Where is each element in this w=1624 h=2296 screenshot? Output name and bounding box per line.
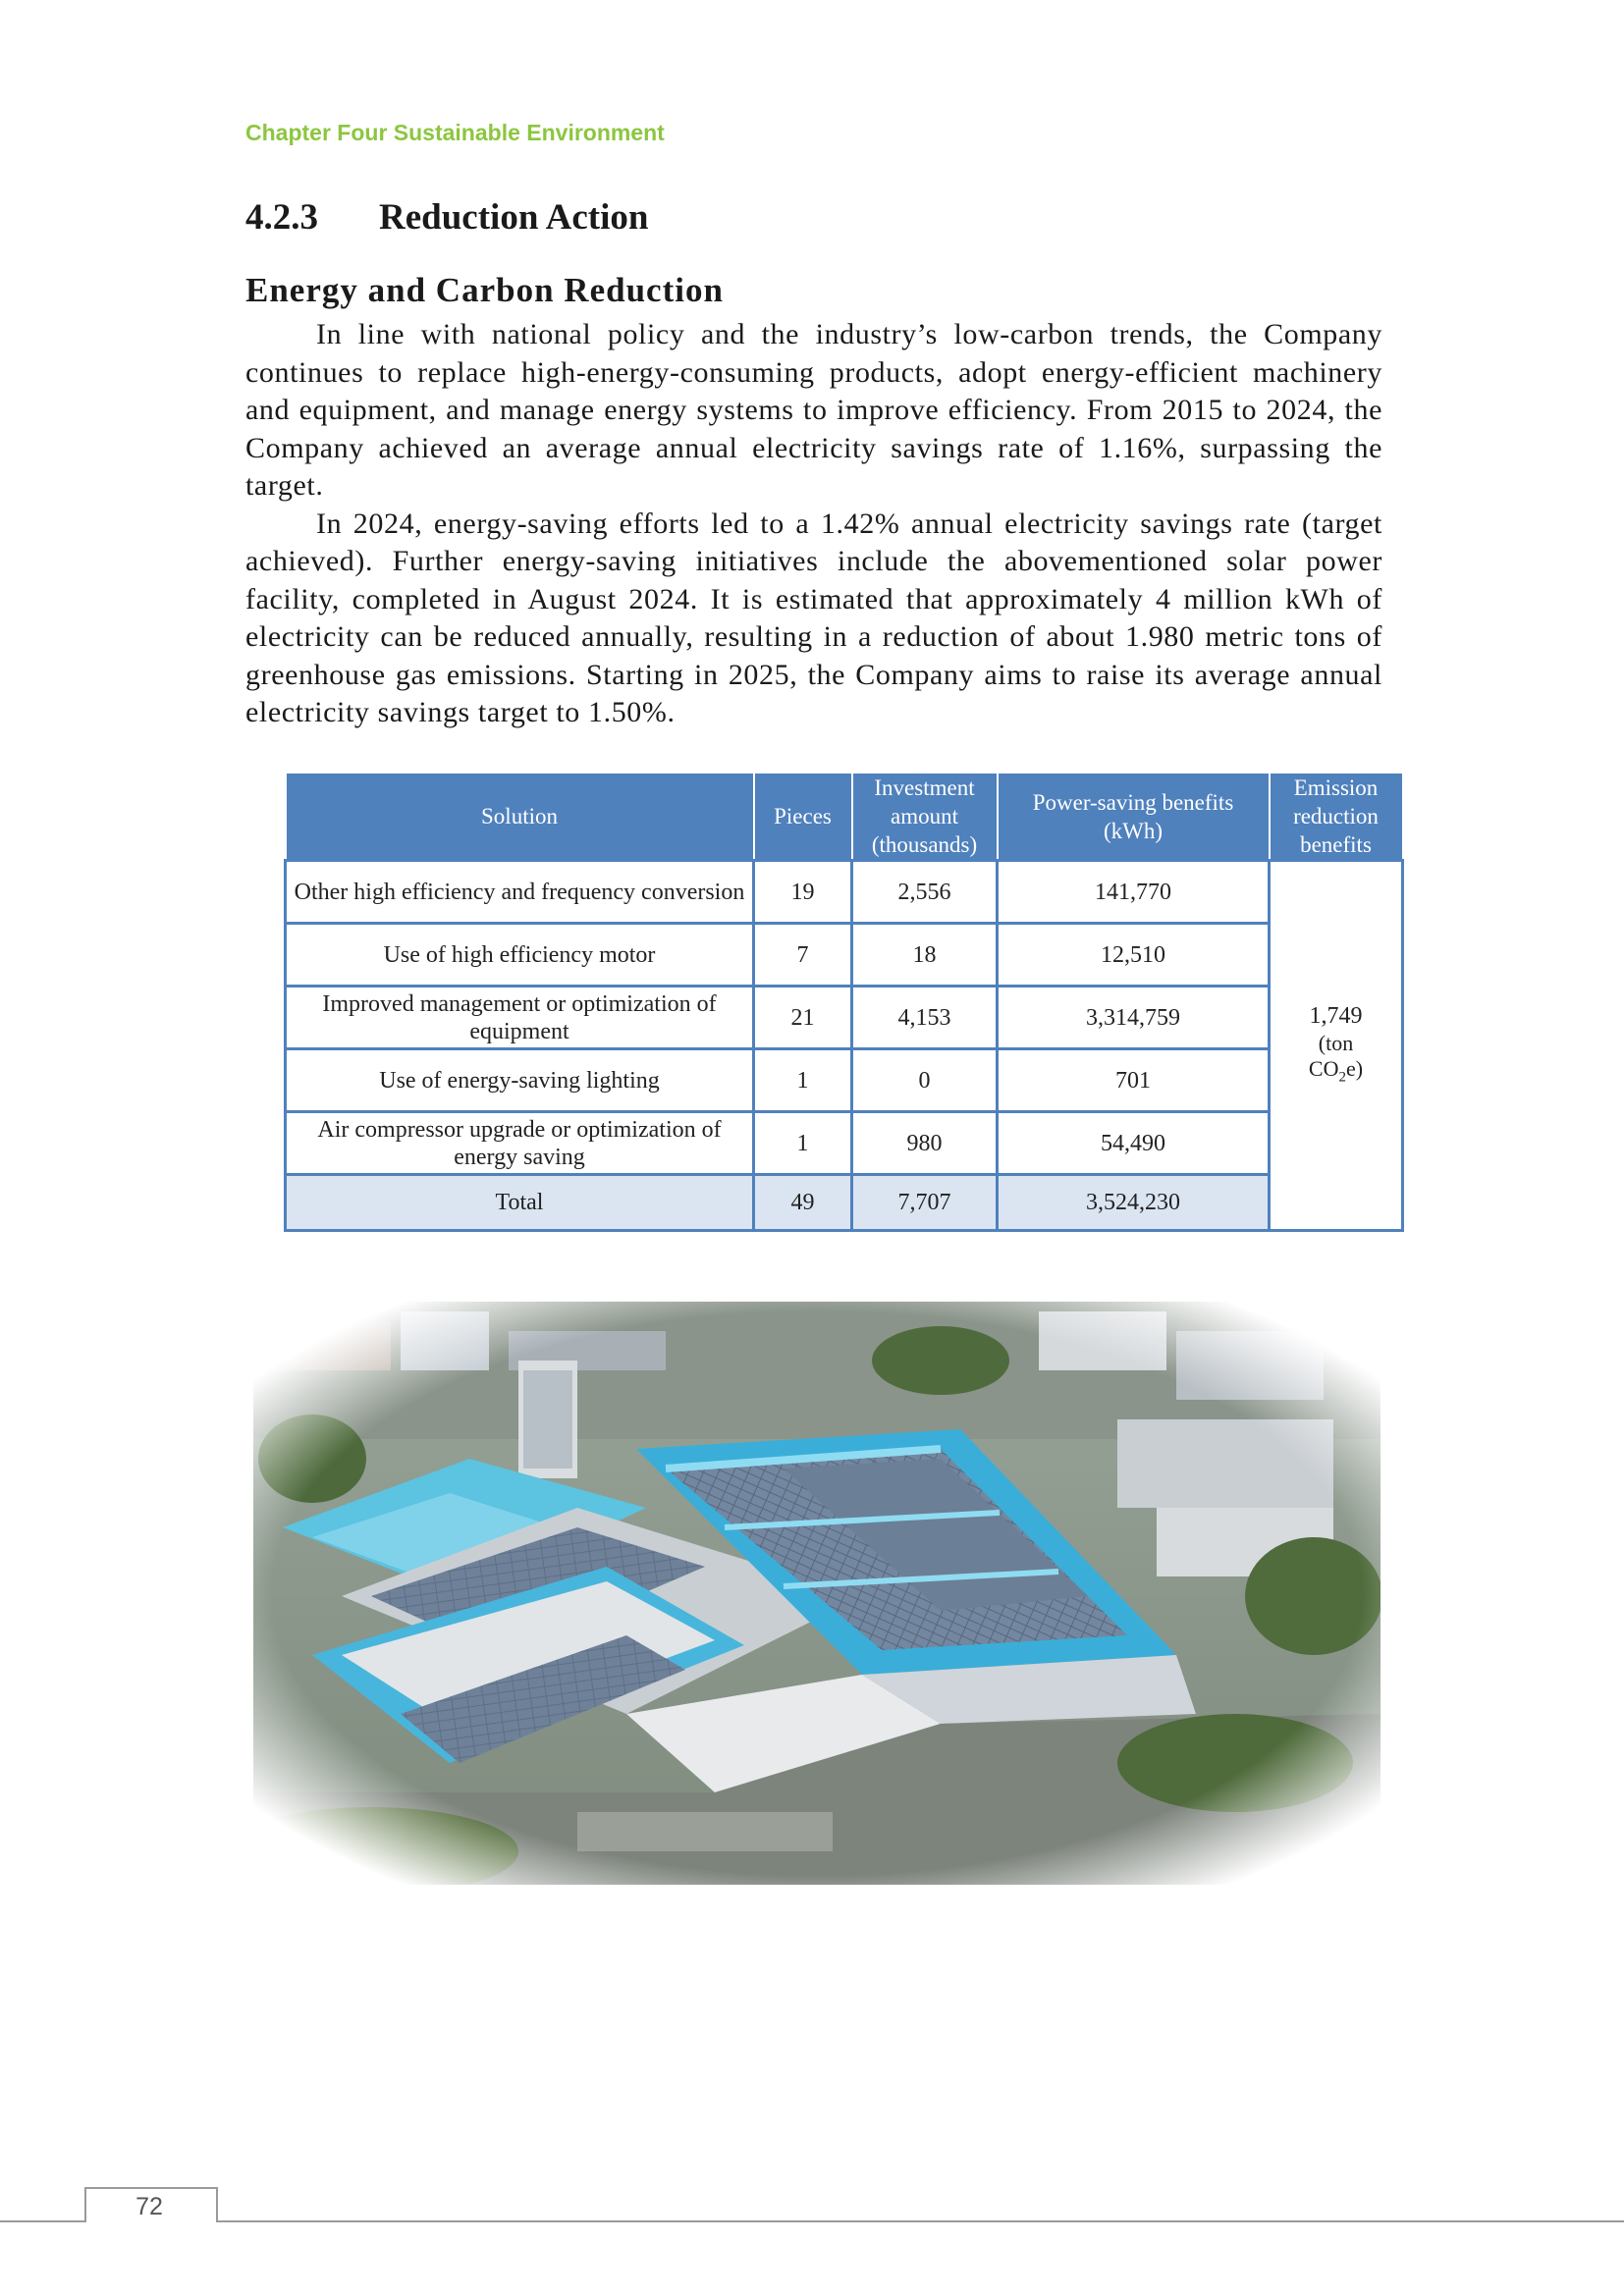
- cell-solution: Air compressor upgrade or optimization of energy saving: [286, 1112, 754, 1175]
- cell-pieces: 19: [754, 861, 852, 924]
- table-row: [286, 1049, 1403, 1112]
- energy-saving-table: [284, 772, 1404, 1232]
- cell-total-power-saving: 3,524,230: [998, 1175, 1270, 1231]
- header-solution: Solution: [286, 773, 754, 861]
- cell-total-investment: 7,707: [852, 1175, 998, 1231]
- cell-emission-reduction: [1270, 861, 1403, 1231]
- cell-total-label: Total: [286, 1175, 754, 1231]
- subsection-heading: Energy and Carbon Reduction: [245, 271, 724, 309]
- cell-solution: Use of high efficiency motor: [286, 924, 754, 987]
- header-investment: Investment amount (thousands): [852, 773, 998, 861]
- section-number: 4.2.3: [245, 197, 318, 238]
- cell-investment: 980: [852, 1112, 998, 1175]
- cell-power-saving: 701: [998, 1049, 1270, 1112]
- body-text: [245, 316, 1382, 732]
- chapter-header: Chapter Four Sustainable Environment: [245, 120, 665, 145]
- table-row: [286, 861, 1403, 924]
- table-row: [286, 987, 1403, 1049]
- table-row: [286, 924, 1403, 987]
- section-heading: [245, 196, 648, 239]
- cell-solution: Use of energy-saving lighting: [286, 1049, 754, 1112]
- table-total-row: [286, 1175, 1403, 1231]
- cell-pieces: 1: [754, 1112, 852, 1175]
- page-number: 72: [135, 2193, 163, 2220]
- header-pieces: Pieces: [754, 773, 852, 861]
- factory-aerial-photo: [253, 1302, 1380, 1885]
- cell-investment: 0: [852, 1049, 998, 1112]
- footer-rule: [0, 2220, 1624, 2222]
- paragraph: In 2024, energy-saving efforts led to a 1.42% annual electricity savings rate (target achieved). Further energy-saving initiatives include the abovementioned solar power facility, completed in August 2024. It is estimated that approximately 4 million kWh of electricity can be reduced annually, resulting in a reduction of about 1.980 metric tons of greenhouse gas emissions. Starting in 2025, the Company aims to raise its average annual electricity savings target to 1.50%.: [245, 507, 1382, 728]
- cell-pieces: 21: [754, 987, 852, 1049]
- table-row: [286, 1112, 1403, 1175]
- cell-power-saving: 54,490: [998, 1112, 1270, 1175]
- cell-power-saving: 141,770: [998, 861, 1270, 924]
- paragraph: In line with national policy and the industry’s low-carbon trends, the Company continues to replace high-energy-consuming products, adopt energy-efficient machinery and equipment, and manage energy systems to improve efficiency. From 2015 to 2024, the Company achieved an average annual electricity savings rate of 1.16%, surpassing the target.: [245, 318, 1382, 502]
- cell-power-saving: 12,510: [998, 924, 1270, 987]
- header-emission: Emission reduction benefits: [1270, 773, 1403, 861]
- table-header-row: [286, 773, 1403, 861]
- cell-total-pieces: 49: [754, 1175, 852, 1231]
- cell-solution: Other high efficiency and frequency conversion: [286, 861, 754, 924]
- cell-investment: 4,153: [852, 987, 998, 1049]
- cell-solution: Improved management or optimization of equipment: [286, 987, 754, 1049]
- emission-unit-co2e: $CO_2e$): [1308, 1055, 1364, 1086]
- cell-investment: 18: [852, 924, 998, 987]
- cell-power-saving: 3,314,759: [998, 987, 1270, 1049]
- section-title: Reduction Action: [379, 197, 649, 238]
- cell-investment: 2,556: [852, 861, 998, 924]
- cell-pieces: 1: [754, 1049, 852, 1112]
- header-power-saving: Power-saving benefits (kWh): [998, 773, 1270, 861]
- emission-unit: (ton: [1318, 1030, 1354, 1055]
- cell-pieces: 7: [754, 924, 852, 987]
- emission-value: 1,749: [1309, 1002, 1363, 1029]
